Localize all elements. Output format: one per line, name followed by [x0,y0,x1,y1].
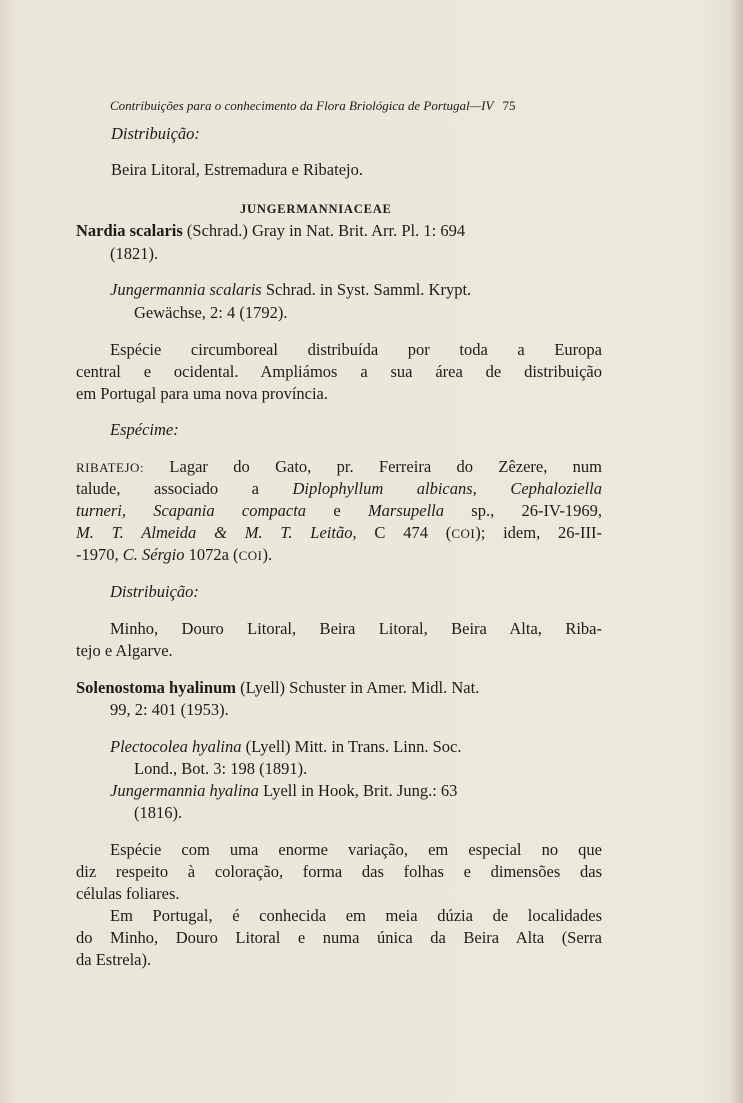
specimen-province: RIBATEJO: [76,460,145,475]
specimen-line-4 [76,523,602,544]
distribution-text: Beira Litoral, Estremadura e Ribatejo. [111,160,363,179]
nardia-synonym-1: Schrad. in Syst. Samml. Krypt. [265,280,472,299]
solenostoma-synonym1-1: (Lyell) Mitt. in Trans. Linn. Soc. [245,737,462,756]
solenostoma-synonym1-2: Lond., Bot. 3: 198 (1891). [134,759,308,778]
specimen-text: 1072a ( [184,545,239,564]
specimen-text: -1970, [76,545,123,564]
herbarium-code: COI [238,548,263,563]
solenostoma-synonym1-name: Plectocolea hyalina [110,737,242,756]
specimen-text: e [306,501,368,520]
nardia-citation-2: (1821). [110,244,159,263]
nardia-synonym-name: Jungermannia scalaris [110,280,262,299]
solenostoma-desc2-line: do Minho, Douro Litoral e numa única da Beira Alta (Serra [76,928,602,947]
solenostoma-desc-line: Espécie com uma enorme variação, em especial no que [110,840,602,859]
family-heading: JUNGERMANNIACEAE [240,202,392,216]
solenostoma-synonym2-line-1 [110,781,457,801]
solenostoma-citation-1: (Lyell) Schuster in Amer. Midl. Nat. [240,678,480,697]
nardia-citation-1: (Schrad.) Gray in Nat. Brit. Arr. Pl. 1: 694 [186,221,466,240]
specimen-collector: C. Sérgio [122,545,185,564]
specimen-text: ); idem, 26-III- [475,523,603,542]
nardia-citation-line-1 [76,221,465,241]
nardia-distribution-line: Minho, Douro Litoral, Beira Litoral, Beira Alta, Riba- [110,619,602,638]
specimen-taxa: Marsupella [367,501,445,520]
specimen-text: Lagar do Gato, pr. Ferreira do Zêzere, num [169,457,603,476]
solenostoma-desc2-line: Em Portugal, é conhecida em meia dúzia de localidades [110,906,602,925]
solenostoma-citation-line-1 [76,678,479,698]
nardia-desc-line: em Portugal para uma nova província. [76,384,329,403]
solenostoma-synonym2-name: Jungermannia hyalina [110,781,259,800]
page-edge-shadow [729,0,743,1103]
specimen-text: sp., 26-IV-1969, [444,501,603,520]
solenostoma-synonym1-line-1 [110,737,462,757]
solenostoma-citation-2: 99, 2: 401 (1953). [110,700,229,719]
specimen-text: talude, associado a [76,479,293,498]
specimen-line-2 [76,479,602,499]
nardia-desc-line: central e ocidental. Ampliámos a sua área de distribuição [76,362,602,381]
solenostoma-synonym2-2: (1816). [134,803,183,822]
specimen-heading: Espécime: [110,420,179,439]
distribution-heading: Distribuição: [111,124,200,143]
specimen-text: ). [262,545,273,564]
specimen-collectors: M. T. Almeida & M. T. Leitão, [76,523,357,542]
nardia-synonym-2: Gewächse, 2: 4 (1792). [134,303,288,322]
solenostoma-name: Solenostoma hyalinum [76,678,236,697]
specimen-taxa: turneri, Scapania compacta [76,501,307,520]
specimen-text: C 474 ( [356,523,452,542]
running-header [110,96,515,116]
nardia-desc-line: Espécie circumboreal distribuída por toda a Europa [110,340,602,359]
nardia-distribution-line: tejo e Algarve. [76,641,173,660]
herbarium-code: COI [451,526,476,541]
specimen-line-3 [76,501,602,521]
running-title: Contribuições para o conhecimento da Flora Briológica de Portugal—IV [110,98,494,113]
nardia-name: Nardia scalaris [76,221,183,240]
solenostoma-desc-line: diz respeito à coloração, forma das folhas e dimensões das [76,862,602,881]
nardia-distribution-heading: Distribuição: [110,582,199,601]
solenostoma-desc2-line: da Estrela). [76,950,152,969]
nardia-synonym-line-1 [110,280,471,300]
specimen-taxa: Diplophyllum albicans, Cephaloziella [292,479,602,498]
page-number: 75 [502,98,516,113]
specimen-line-1 [76,457,602,478]
solenostoma-synonym2-1: Lyell in Hook, Brit. Jung.: 63 [263,781,458,800]
specimen-line-5 [76,545,272,566]
solenostoma-desc-line: células foliares. [76,884,180,903]
